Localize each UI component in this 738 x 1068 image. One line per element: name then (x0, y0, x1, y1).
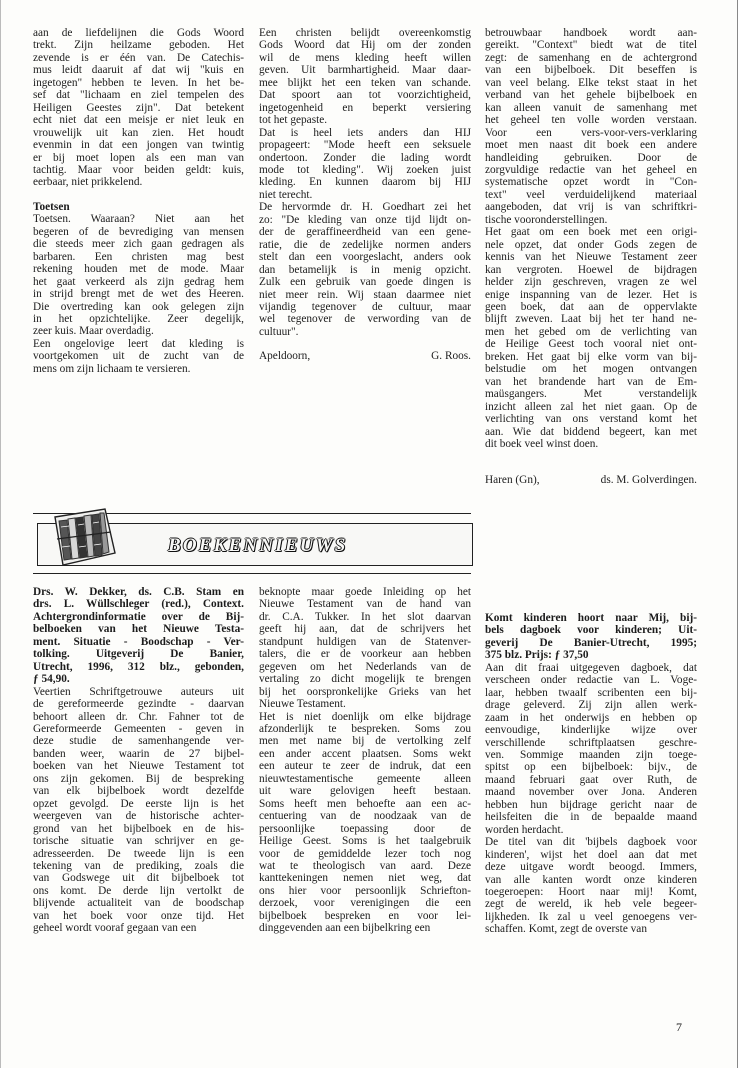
text-line: bels dagboek voor kinderen; Uit- (485, 624, 697, 637)
col2-body (259, 27, 471, 338)
text-line: Het is niet doenlijk om elke bijdrage (259, 710, 471, 723)
text-line: begeren of de bevrediging van mensen (33, 225, 244, 238)
text-line: Voor een vers-voor-vers-verklaring (485, 126, 697, 139)
text-line: maand november over Jona. Anderen (485, 786, 697, 799)
text-line: toegeroepen: Hoort naar mij! Komt, (485, 885, 697, 898)
text-line: evenmin in dat een jongen van twintig (33, 139, 244, 152)
text-line: ingetogenheid en beperkt versiering (259, 101, 471, 114)
text-line: mus leidt daaruit af dat wij "kuis en (33, 64, 244, 77)
text-line: geven. Uit barmhartigheid. Maar daar- (259, 64, 471, 77)
text-line: in strijd brengt met de wet des Heeren. (33, 288, 244, 301)
text-line: Nieuwe Testament van de hand van (259, 598, 471, 611)
text-line: geen boek, dat aan de oppervlakte (485, 300, 697, 313)
signature (259, 350, 471, 362)
text-line: mee blijkt het een teken van schande. (259, 76, 471, 89)
text-line: Dat spoort aan tot voorzichtigheid, (259, 89, 471, 102)
text-line: sef dat "lichaam en ziel tempelen des (33, 89, 244, 102)
text-line: van een bijbelboek. Dit beseffen is (485, 64, 697, 77)
text-line: schaffen. Komt, zegt de overste van (485, 923, 647, 936)
text-line: kleding. En kunnen daarom bij HIJ (259, 176, 471, 189)
text-line: mode tot kleding". Wij zoeken juist (259, 163, 471, 176)
page-edge-left (0, 0, 1, 1068)
toetsen-heading: Toetsen (33, 200, 70, 213)
text-line: men het gebed om de verlichting van (485, 325, 697, 338)
text-line: bijbelboek bespreken en voor lei- (259, 909, 471, 922)
column-6 (485, 612, 697, 936)
banner-rule-bottom (33, 573, 471, 574)
column-5 (259, 586, 471, 935)
text-line: standpunt huldigen van de Statenver- (259, 635, 471, 648)
text-line: ondertoon. Zonder die lading wordt (259, 151, 471, 164)
text-line: zegt: de samenhang en de achtergrond (485, 51, 697, 64)
text-line: Dat is heel iets anders dan HIJ (259, 126, 471, 139)
text-line: verscheen onder redactie van L. Voge- (485, 674, 697, 687)
page-number: 7 (676, 1020, 682, 1034)
text-line: geheel wordt vooraf gegaan van een (33, 922, 197, 935)
text-line: blijft zweven. Laat bij het ter hand ne- (485, 313, 697, 326)
text-line: bij het oorspronkelijke Grieks van het (259, 685, 471, 698)
text-line: in het opzichtelijke. Zeer degelijk, (33, 312, 244, 325)
text-line: de gereformeerde gezindte - daarvan (33, 698, 244, 711)
column-4 (33, 586, 244, 935)
col6-body (485, 662, 697, 936)
text-line: dinggevenden aan een bijbelkring een (259, 922, 431, 935)
text-line: de Heilige Geest toch vooral niet ont- (485, 338, 697, 351)
text-line: spitst op een bijbelboek: bijv., de (485, 761, 697, 774)
text-line: belboeken van het Nieuwe Testa- (33, 623, 244, 636)
column-3 (485, 27, 697, 487)
text-line: 375 blz. Prijs: ƒ 37,50 (485, 649, 589, 662)
text-line: verlichting van ons verstand komt het (485, 413, 697, 426)
text-line: tolking. Uitgeverij De Banier, (33, 648, 244, 661)
text-line: Aan dit fraai uitgegeven dagboek, dat (485, 661, 697, 674)
signature-place: Apeldoorn, (259, 350, 311, 363)
text-line: mens om zijn lichaam te versieren. (33, 362, 191, 375)
text-line: drs. L. Wüllschleger (red.), Context. (33, 598, 244, 611)
text-line: kinderen', wijst het doel aan dat met (485, 848, 697, 861)
text-line: Zulk een gebruik van goede dingen is (259, 276, 471, 289)
text-line: Nieuwe Testament. (259, 698, 346, 711)
text-line: ons komt. De derde lijn vertolkt de (33, 884, 244, 897)
text-line: er bij moet lopen als een man van (33, 151, 244, 164)
text-line: het gaat verkeerd als zijn gedrag hem (33, 275, 244, 288)
text-line: geeft hij aan, dat de schrijvers het (259, 623, 471, 636)
text-line: betrouwbaar handboek wordt aan- (485, 27, 697, 39)
text-line: een ander accent plaatsen. Soms wekt (259, 747, 471, 760)
text-line: breken. Het gaat bij elke vorm van bij- (485, 350, 697, 363)
text-line: voortgekomen uit de zucht van de (33, 350, 244, 363)
text-line: drage geleverd. Zij zijn allen werk- (485, 699, 697, 712)
text-line: rekening houden met de mode. Maar (33, 263, 244, 276)
text-line: inzicht alleen zal het niet gaan. Op de (485, 400, 697, 413)
text-line: kan vergroten. Hoewel de bijdragen (485, 263, 697, 276)
text-line: gereikt. "Context" biedt wat de titel (485, 39, 697, 52)
text-line: kanttekeningen nemen niet weg, dat (259, 872, 471, 885)
text-line: afzonderlijk te bespreken. Soms zou (259, 722, 471, 735)
text-line: Die overtreding kan ook gelegen zijn (33, 300, 244, 313)
text-line: vertaling zo dicht mogelijk te brengen (259, 673, 471, 686)
text-line: vijandig tegenover de cultuur, maar (259, 300, 471, 313)
text-line: kennis van het Nieuwe Testament zeer (485, 251, 697, 264)
text-line: zo: "De kleding van onze tijd lijdt on- (259, 213, 471, 226)
text-line: persoonlijke toepassing door de (259, 822, 471, 835)
text-line: der de geraffineerdheid van een gene- (259, 226, 471, 239)
text-line: van het brandende hart van de Em- (485, 375, 697, 388)
text-line: dr. C.A. Tukker. In het slot daarvan (259, 610, 471, 623)
text-line: tekening van de prediking, zoals die (33, 859, 244, 872)
text-line: De titel van dit 'bijbels dagboek voor (485, 836, 697, 849)
text-line: verschillende schriftplaatsen geschre- (485, 736, 697, 749)
text-line: eerbaar, niet prikkelend. (33, 176, 143, 189)
text-line: zevende is er één van. De Catechis- (33, 51, 244, 64)
signature-place: Haren (Gn), (485, 474, 540, 487)
text-line: trekt. Zijn heilzame geboden. Het (33, 39, 244, 52)
text-line: dan betamelijk is in menig opzicht. (259, 263, 471, 276)
text-line: Een ongelovige leert dat kleding is (33, 337, 244, 350)
text-line: behoort alleen dr. Chr. Fahner tot de (33, 710, 244, 723)
text-line: Een christen belijdt overeenkomstig (259, 27, 471, 39)
text-line: nele opzet, dat onder Gods zegen de (485, 238, 697, 251)
text-line: van alle kanten wordt onze kinderen (485, 873, 697, 886)
text-line: wat te theologisch van aard. Deze (259, 859, 471, 872)
text-line: aangeboden, dat vrij is van schriftkri- (485, 201, 697, 214)
col3-body (485, 27, 697, 450)
text-line: heilsfeiten die in de bepaalde maand (485, 811, 697, 824)
text-line: weergeven van de historische achter- (33, 810, 244, 823)
text-line: boeken van het Nieuwe Testament tot (33, 760, 244, 773)
text-line: voor de gemiddelde lezer toch nog (259, 847, 471, 860)
text-line: Soms heeft men behoefte aan een ac- (259, 797, 471, 810)
text-line: Achtergrondinformatie over de Bij- (33, 610, 244, 623)
text-line: van elk bijbelboek wordt dezelfde (33, 785, 244, 798)
text-line: ven. Sommige maanden zijn toege- (485, 748, 697, 761)
text-line: Drs. W. Dekker, ds. C.B. Stam en (33, 586, 244, 598)
col5-body (259, 586, 471, 935)
signature-name: ds. M. Golverdingen. (600, 474, 697, 487)
text-line: het geheel ten volle worden verstaan. (485, 114, 697, 127)
text-line: ratie, die de zedelijke normen anders (259, 238, 471, 251)
signature (485, 474, 697, 486)
text-line: Komt kinderen hoort naar Mij, bij- (485, 612, 697, 624)
text-line: maand februari gaat over Ruth, de (485, 773, 697, 786)
review-1-heading (33, 586, 244, 686)
text-line: Utrecht, 1996, 312 blz., gebonden, (33, 660, 244, 673)
text-line: cultuur". (259, 325, 299, 338)
bookshelf-icon (49, 507, 121, 569)
text-line: zegt de wereld, ik heb vele begeer- (485, 898, 697, 911)
text-line: ingetogen" hebben te leven. In het be- (33, 76, 244, 89)
text-line: geverij De Banier-Utrecht, 1995; (485, 636, 697, 649)
signature-name: G. Roos. (431, 350, 471, 363)
text-line: blijvende actualiteit van de boodschap (33, 897, 244, 910)
col4-body (33, 686, 244, 935)
text-line: niet terecht. (259, 188, 313, 201)
text-line: hebben hun bijdrage gericht naar de (485, 798, 697, 811)
text-line: ons hier voor persoonlijk Schriefton- (259, 884, 471, 897)
text-line: van veel belang. Elke tekst staat in het (485, 76, 697, 89)
column-2 (259, 27, 471, 363)
text-line: propageert: "Mode heeft een seksuele (259, 139, 471, 152)
text-line: een auteur te zeer de indruk, dat een (259, 760, 471, 773)
text-line: maüsgangers. Met verstandelijk (485, 388, 697, 401)
text-line: centuering van de noodzaak van de (259, 810, 471, 823)
section-title: BOEKENNIEUWS (168, 535, 348, 556)
column-1 (33, 27, 244, 375)
text-line: echt niet dat een meisje er niet leuk en (33, 114, 244, 127)
text-line: kan alleen vanuit de samenhang met (485, 101, 697, 114)
text-line: niet meer rein. Wij staan daarmee niet (259, 288, 471, 301)
text-line: zorgvuldige redactie van het geheel en (485, 163, 697, 176)
text-line: aan de liefdelijnen die Gods Woord (33, 27, 244, 39)
text-line: De hervormde dr. H. Goedhart zei het (259, 201, 471, 214)
text-line: dit boek veel winst doen. (485, 437, 599, 450)
text-line: wil de mens kleding heeft willen (259, 51, 471, 64)
text-line: deze studie de samenhangende ver- (33, 735, 244, 748)
text-line: nieuwtestamentische gemeente alleen (259, 772, 471, 785)
text-line: moet men naast dit boek een andere (485, 139, 697, 152)
text-line: helder zijn geschreven, vragen ze wel (485, 276, 697, 289)
text-line: deze uitgave wordt beoogd. Immers, (485, 861, 697, 874)
text-line: barbaren. Een christen mag best (33, 250, 244, 263)
text-line: men met name bij de vertolking zelf (259, 735, 471, 748)
text-line: ƒ 54,90. (33, 673, 70, 686)
text-line: zeer kuis. Maar overdadig. (33, 325, 154, 338)
text-line: adresseerden. De tweede lijn is een (33, 847, 244, 860)
text-line: vrouwelijk uit kan zien. Het houdt (33, 126, 244, 139)
text-line: beknopte maar goede Inleiding op het (259, 586, 471, 598)
text-line: tachtig. Maar voor beiden geldt: kuis, (33, 163, 244, 176)
text-line: ment. Situatie - Boodschap - Ver- (33, 635, 244, 648)
text-line: derzoek, voor verenigingen die een (259, 897, 471, 910)
text-line: Heiligen Geestes zijn". Dat betekent (33, 101, 244, 114)
text-line: tot het gepaste. (259, 114, 328, 127)
text-line: Gereformeerde Gemeenten - geven in (33, 722, 244, 735)
text-line: Gods Woord dat Hij om der zonden (259, 39, 471, 52)
text-line: verband van het gehele bijbelboek en (485, 89, 697, 102)
text-line: tische vooronderstellingen. (485, 213, 608, 226)
text-line: Veertien Schriftgetrouwe auteurs uit (33, 685, 244, 698)
text-line: wel tegenover de verwording van de (259, 313, 471, 326)
text-line: zaam in het onderwijs en hebben op (485, 711, 697, 724)
text-line: van het boek voor onze tijd. Het (33, 909, 244, 922)
text-line: laar, hebben twaalf scribenten een bij- (485, 686, 697, 699)
text-line: Toetsen. Waaraan? Niet aan het (33, 213, 244, 226)
text-line: systematische opzet wordt in "Con- (485, 176, 697, 189)
text-line: stelt dan een voorgeslacht, anders ook (259, 251, 471, 264)
text-line: torische situatie van schrijver en ge- (33, 835, 244, 848)
col1-body-2 (33, 213, 244, 375)
text-line: Het gaat om een boek met een origi- (485, 226, 697, 239)
text-line: aan. Wie dat biddend begeert, kan met (485, 425, 697, 438)
text-line: enige inspanning van de lezer. Het is (485, 288, 697, 301)
text-line: die steeds meer zich gaan gedragen als (33, 238, 244, 251)
text-line: ons zijn gekomen. Bij de bespreking (33, 772, 244, 785)
text-line: handleiding gebruiken. Door de (485, 151, 697, 164)
text-line: eenvoudige, kinderlijke wijze over (485, 724, 697, 737)
text-line: banden weer, waarin de 27 bijbel- (33, 747, 244, 760)
col1-body (33, 27, 244, 189)
text-line: gegeven om het Nederlands van de (259, 660, 471, 673)
text-line: belstudie om het mogen ontvangen (485, 363, 697, 376)
text-line: talers, die er de voorkeur aan hebben (259, 648, 471, 661)
text-line: Heilige Geest. Soms is het taalgebruik (259, 835, 471, 848)
text-line: lijkheden. Ik zal u veel genoegens ver- (485, 910, 697, 923)
text-line: uit ware gelovigen heeft bestaan. (259, 785, 471, 798)
text-line: grond van het bijbelboek en de his- (33, 822, 244, 835)
text-line: text" veel verduidelijkend materiaal (485, 188, 697, 201)
text-line: worden herdacht. (485, 823, 564, 836)
review-2-heading (485, 612, 697, 662)
text-line: van Godswege uit dit bijbelboek tot (33, 872, 244, 885)
text-line: opzet gevolgd. De eerste lijn is het (33, 797, 244, 810)
